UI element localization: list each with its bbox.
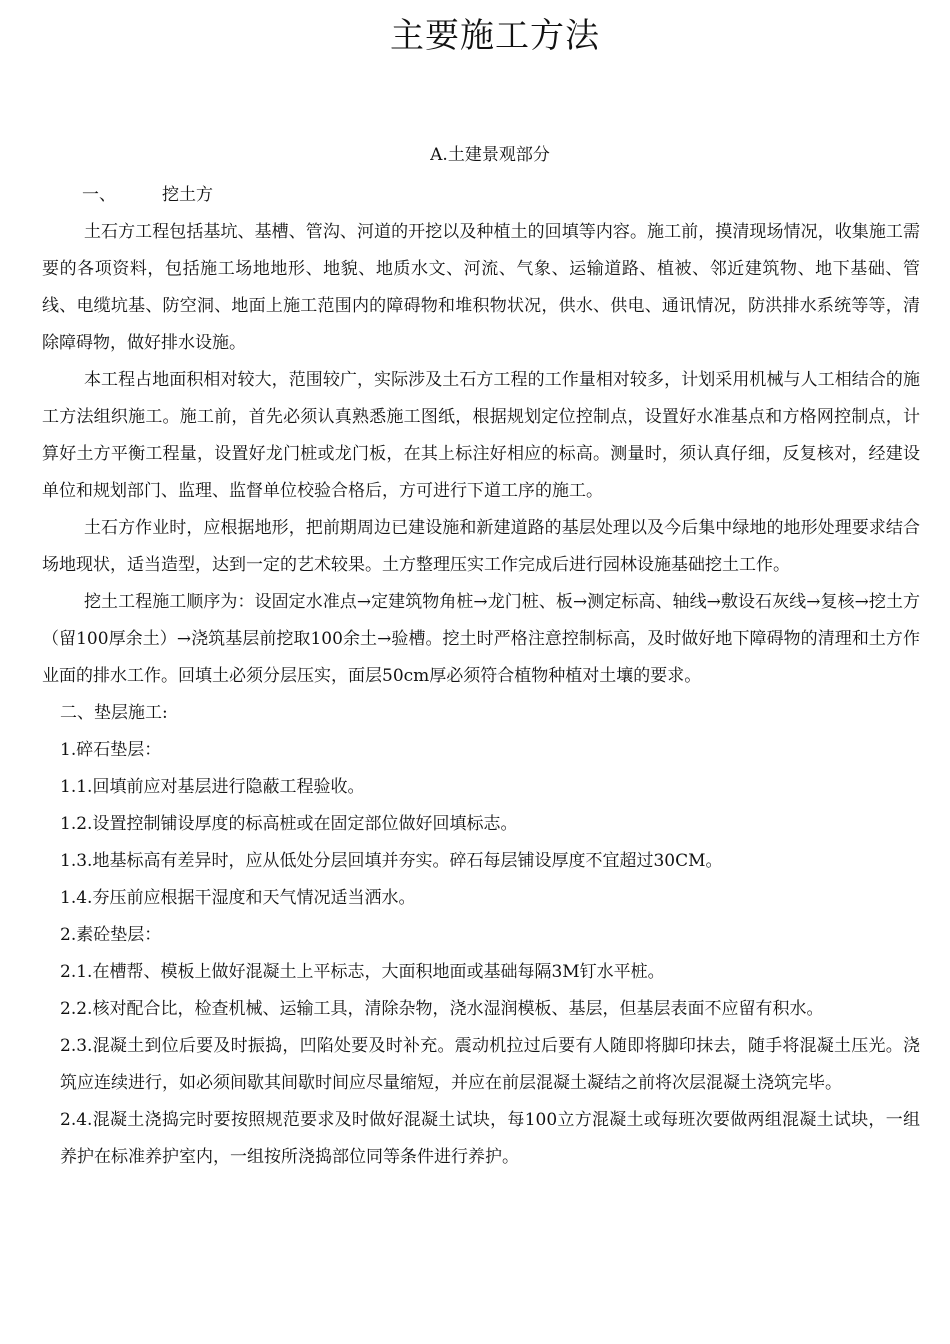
paragraph: 本工程占地面积相对较大，范围较广，实际涉及土石方工程的工作量相对较多，计划采用机械与人工相结合的施工方法组织施工。施工前，首先必须认真熟悉施工图纸，根据规划定位控制点，设置好水准基点和方格网控制点，计算好土方平衡工程量，设置好龙门桩或龙门板，在其上标注好相应的标高。测量时，须认真仔细，反复核对，经建设单位和规划部门、监理、监督单位校验合格后，方可进行下道工序的施工。 xyxy=(42,370,920,501)
list-item: 1.3.地基标高有差异时，应从低处分层回填并夯实。碎石每层铺设厚度不宜超过30CM。 xyxy=(60,851,723,871)
paragraph: 土石方作业时，应根据地形，把前期周边已建设施和新建道路的基层处理以及今后集中绿地的地形处理要求结合场地现状，适当造型，达到一定的艺术较果。土方整理压实工作完成后进行园林设施基础挖土工作。 xyxy=(42,518,920,575)
paragraph: 挖土工程施工顺序为：设固定水准点→定建筑物角桩→龙门桩、板→测定标高、轴线→敷设石灰线→复核→挖土方（留100厚余土）→浇筑基层前挖取100余土→验槽。挖土时严格注意控制标高，及时做好地下障碍物的清理和土方作业面的排水工作。回填土必须分层压实，面层50cm厚必须符合植物种植对土壤的要求。 xyxy=(42,592,920,686)
heading-excavation xyxy=(42,177,920,214)
list-item: 1.2.设置控制铺设厚度的标高桩或在固定部位做好回填标志。 xyxy=(60,814,518,834)
heading-number: 一、 xyxy=(82,185,116,205)
list-item: 2.3.混凝土到位后要及时振捣，凹陷处要及时补充。震动机拉过后要有人随即将脚印抹去，随手将混凝土压光。浇筑应连续进行，如必须间歇其间歇时间应尽量缩短，并应在前层混凝土凝结之前将次层混凝土浇筑完毕。 xyxy=(60,1036,920,1093)
subheading-concrete: 2.素砼垫层： xyxy=(60,925,162,945)
list-item: 1.1.回填前应对基层进行隐蔽工程验收。 xyxy=(60,777,365,797)
heading-text: 挖土方 xyxy=(162,185,213,205)
subheading-gravel: 1.碎石垫层： xyxy=(60,740,162,760)
list-item: 2.1.在槽帮、模板上做好混凝土上平标志，大面积地面或基础每隔3M钉水平桩。 xyxy=(60,962,665,982)
list-item: 1.4.夯压前应根据干湿度和天气情况适当洒水。 xyxy=(60,888,416,908)
paragraph: 土石方工程包括基坑、基槽、管沟、河道的开挖以及种植土的回填等内容。施工前，摸清现场情况，收集施工需要的各项资料，包括施工场地地形、地貌、地质水文、河流、气象、运输道路、植被、邻近建筑物、地下基础、管线、电缆坑基、防空洞、地面上施工范围内的障碍物和堆积物状况，供水、供电、通讯情况，防洪排水系统等等，清除障碍物，做好排水设施。 xyxy=(42,222,920,353)
list-item: 2.4.混凝土浇捣完时要按照规范要求及时做好混凝土试块，每100立方混凝土或每班次要做两组混凝土试块，一组养护在标准养护室内，一组按所浇捣部位同等条件进行养护。 xyxy=(60,1110,920,1167)
list-item: 2.2.核对配合比，检查机械、运输工具，清除杂物，浇水湿润模板、基层，但基层表面不应留有积水。 xyxy=(60,999,824,1019)
section-title: A.土建景观部分 xyxy=(430,145,550,165)
document-body xyxy=(42,177,920,1176)
heading-cushion: 二、垫层施工: xyxy=(60,703,168,723)
document-title: 主要施工方法 xyxy=(390,16,600,56)
